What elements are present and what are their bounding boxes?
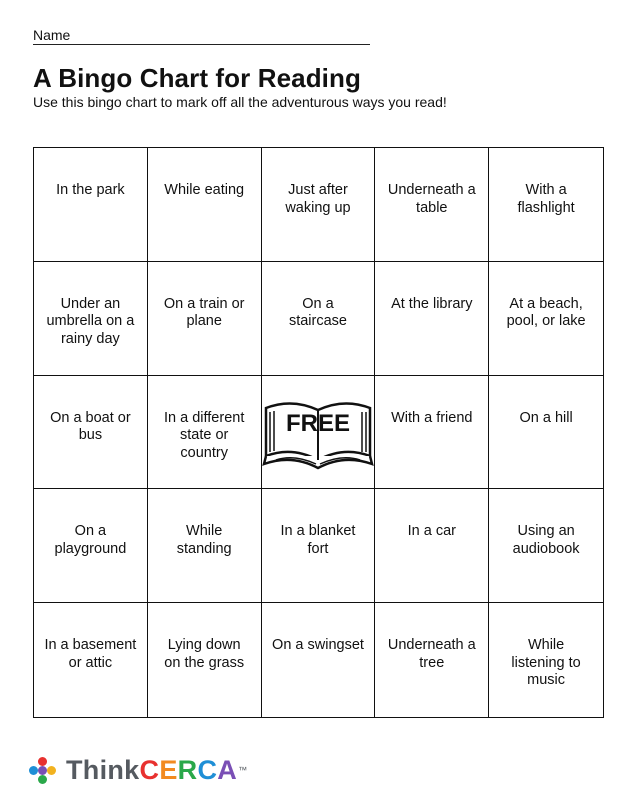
bingo-cell-label: In a car (407, 523, 456, 540)
bingo-cell-label: At the library (391, 295, 473, 312)
logo-letter: E (159, 755, 178, 785)
open-book-icon (262, 390, 374, 474)
logo-dot (38, 766, 47, 775)
bingo-cell-label: Lying down on the grass (164, 637, 245, 671)
bingo-cell-label: With a flashlight (517, 182, 575, 216)
bingo-cell[interactable] (34, 603, 148, 717)
bingo-cell[interactable] (34, 262, 148, 376)
page-subtitle: Use this bingo chart to mark off all the adventurous ways you read! (33, 94, 447, 110)
bingo-cell[interactable] (148, 489, 262, 603)
bingo-cell[interactable] (148, 262, 262, 376)
bingo-cell-label: While eating (164, 182, 245, 198)
bingo-cell-label: In a blanket fort (280, 523, 356, 557)
bingo-cell[interactable] (489, 489, 603, 603)
bingo-cell[interactable] (375, 489, 489, 603)
logo-letter: C (139, 755, 160, 785)
bingo-cell-label: Under an umbrella on a rainy day (46, 295, 135, 347)
bingo-cell[interactable] (489, 376, 603, 490)
bingo-cell[interactable] (262, 262, 376, 376)
logo-wordmark (66, 755, 247, 785)
name-label: Name (33, 27, 71, 43)
bingo-cell-label: Just after waking up (285, 182, 351, 216)
bingo-cell[interactable] (489, 148, 603, 262)
bingo-cell[interactable] (34, 489, 148, 603)
bingo-cell-label: In a basement or attic (44, 637, 137, 671)
bingo-cell[interactable] (489, 262, 603, 376)
bingo-cell-label: In the park (56, 182, 125, 198)
bingo-cell[interactable] (148, 603, 262, 717)
bingo-cell[interactable] (375, 376, 489, 490)
bingo-cell-label: While listening to music (511, 637, 581, 689)
logo-dots-icon (28, 756, 56, 784)
bingo-cell-label: While standing (176, 523, 232, 557)
bingo-cell[interactable] (34, 148, 148, 262)
logo-cerca (140, 755, 238, 785)
bingo-cell-label: On a train or plane (163, 295, 245, 330)
bingo-cell[interactable] (262, 603, 376, 717)
page-title: A Bingo Chart for Reading (33, 63, 361, 93)
bingo-cell-label: On a swingset (272, 637, 364, 654)
bingo-cell[interactable] (375, 262, 489, 376)
bingo-grid (33, 147, 604, 718)
free-cell[interactable] (262, 376, 376, 490)
logo-think: Think (66, 755, 140, 785)
thinkcerca-logo (28, 755, 247, 785)
bingo-cell[interactable] (262, 489, 376, 603)
bingo-cell[interactable] (148, 148, 262, 262)
logo-dot (38, 757, 47, 766)
logo-dot (29, 766, 38, 775)
bingo-cell[interactable] (489, 603, 603, 717)
bingo-cell[interactable] (375, 603, 489, 717)
name-field[interactable] (33, 28, 370, 45)
logo-dot (47, 766, 56, 775)
bingo-cell[interactable] (375, 148, 489, 262)
bingo-cell-label: With a friend (391, 409, 473, 426)
bingo-cell-label: In a different state or country (164, 409, 245, 461)
bingo-cell-label: Using an audiobook (512, 523, 580, 557)
bingo-cell-label: Underneath a table (387, 182, 476, 216)
logo-letter: A (217, 755, 238, 785)
bingo-cell-label: On a hill (519, 409, 573, 426)
bingo-cell-label: Underneath a tree (387, 637, 476, 671)
bingo-cell-label: On a staircase (288, 295, 347, 330)
bingo-cell-label: At a beach, pool, or lake (506, 295, 586, 330)
bingo-cell[interactable] (148, 376, 262, 490)
bingo-cell[interactable] (34, 376, 148, 490)
free-label: FREE (285, 409, 350, 437)
logo-letter: R (177, 755, 198, 785)
logo-dot (38, 775, 47, 784)
logo-trademark: ™ (238, 765, 248, 775)
bingo-cell[interactable] (262, 148, 376, 262)
bingo-cell-label: On a boat or bus (50, 409, 131, 444)
bingo-cell-label: On a playground (54, 523, 127, 557)
logo-letter: C (197, 755, 218, 785)
